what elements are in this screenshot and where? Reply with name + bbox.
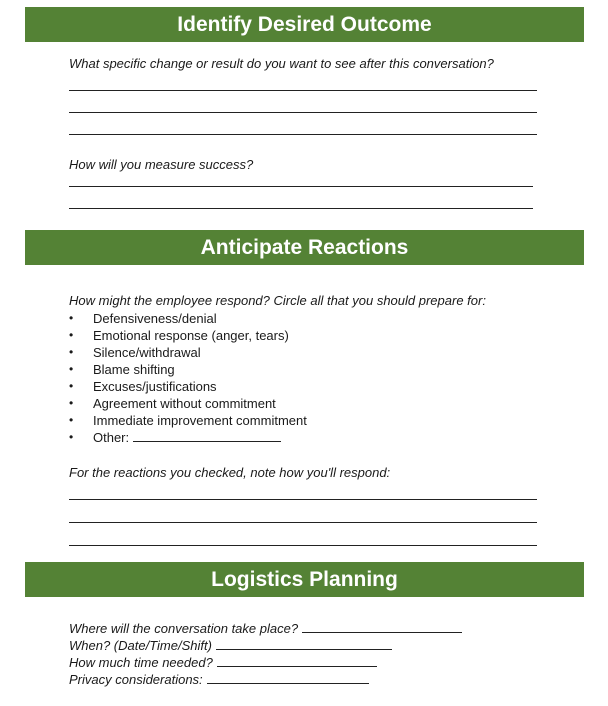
option-label: Defensiveness/denial <box>93 311 217 326</box>
section-header-outcome <box>25 7 584 42</box>
section-header-reactions <box>25 230 584 265</box>
bullet-icon: • <box>69 396 74 410</box>
answer-line[interactable] <box>69 112 537 113</box>
option-label: Silence/withdrawal <box>93 345 201 360</box>
list-item[interactable] <box>69 378 307 395</box>
bullet-icon: • <box>69 311 74 325</box>
logistics-where-label: Where will the conversation take place? <box>69 621 299 636</box>
section-header-logistics <box>25 562 584 597</box>
logistics-privacy-row <box>69 671 369 688</box>
question-measure-success: How will you measure success? <box>69 157 254 172</box>
bullet-icon: • <box>69 328 74 342</box>
option-label: Excuses/justifications <box>93 379 217 394</box>
bullet-icon: • <box>69 362 74 376</box>
list-item[interactable] <box>69 344 307 361</box>
answer-line[interactable] <box>69 545 537 546</box>
when-blank-field[interactable] <box>216 637 392 650</box>
section-title: Anticipate Reactions <box>200 236 409 259</box>
answer-line[interactable] <box>69 499 537 500</box>
answer-line[interactable] <box>69 522 537 523</box>
reactions-followup-prompt: For the reactions you checked, note how you'll respond: <box>69 465 391 480</box>
reaction-options-list <box>69 310 307 446</box>
list-item[interactable] <box>69 327 307 344</box>
option-label: Agreement without commitment <box>93 396 276 411</box>
logistics-when-row <box>69 637 392 654</box>
option-label: Blame shifting <box>93 362 175 377</box>
answer-line[interactable] <box>69 90 537 91</box>
privacy-blank-field[interactable] <box>207 671 369 684</box>
duration-blank-field[interactable] <box>217 654 377 667</box>
logistics-when-label: When? (Date/Time/Shift) <box>69 638 212 653</box>
logistics-duration-label: How much time needed? <box>69 655 213 670</box>
where-blank-field[interactable] <box>302 620 462 633</box>
answer-line[interactable] <box>69 134 537 135</box>
bullet-icon: • <box>69 413 74 427</box>
bullet-icon: • <box>69 345 74 359</box>
logistics-duration-row <box>69 654 377 671</box>
list-item[interactable] <box>69 310 307 327</box>
section-title: Logistics Planning <box>211 568 398 591</box>
answer-line[interactable] <box>69 208 533 209</box>
list-item[interactable] <box>69 412 307 429</box>
other-blank-field[interactable] <box>133 429 281 442</box>
bullet-icon: • <box>69 430 74 444</box>
logistics-where-row <box>69 620 462 637</box>
option-label: Emotional response (anger, tears) <box>93 328 289 343</box>
reactions-prompt: How might the employee respond? Circle all that you should prepare for: <box>69 293 486 308</box>
list-item[interactable] <box>69 361 307 378</box>
logistics-privacy-label: Privacy considerations: <box>69 672 203 687</box>
section-title: Identify Desired Outcome <box>177 13 432 36</box>
option-label: Immediate improvement commitment <box>93 413 307 428</box>
answer-line[interactable] <box>69 186 533 187</box>
list-item[interactable] <box>69 429 307 446</box>
list-item[interactable] <box>69 395 307 412</box>
bullet-icon: • <box>69 379 74 393</box>
option-label: Other: <box>93 430 130 445</box>
question-specific-change: What specific change or result do you want to see after this conversation? <box>69 56 494 71</box>
